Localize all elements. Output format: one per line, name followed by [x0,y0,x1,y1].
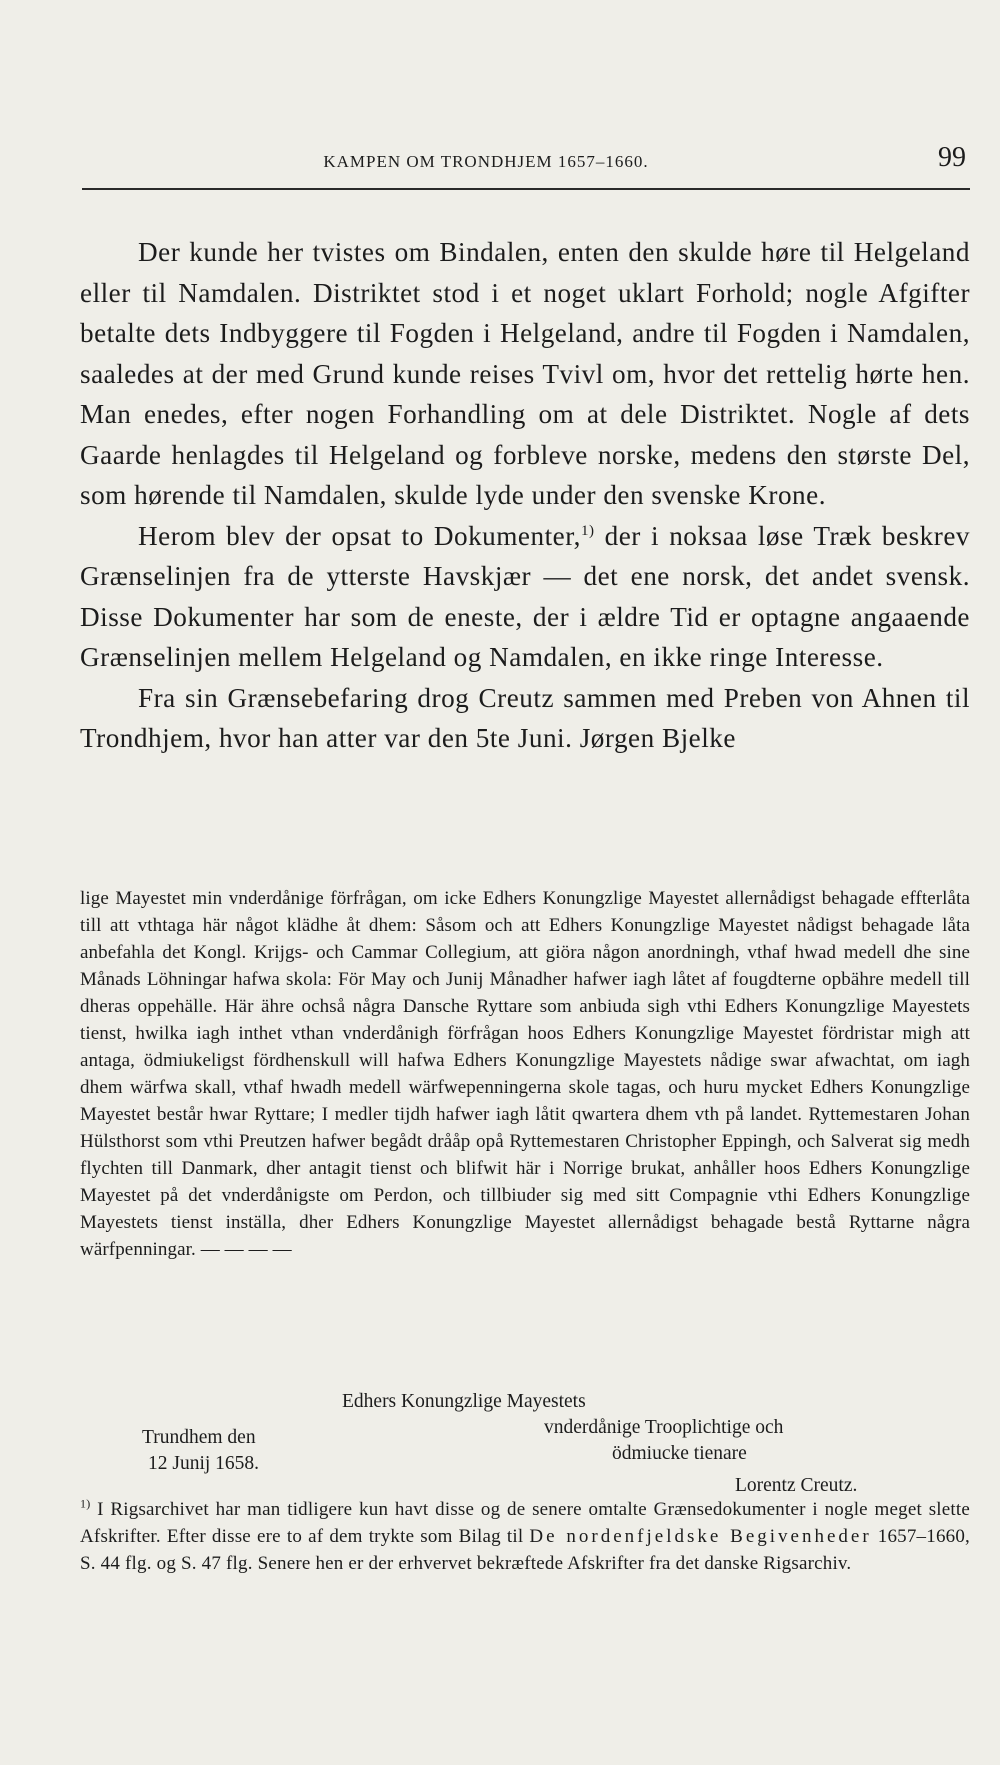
quoted-letter: lige Mayestet min vnderdånige förfrågan, om icke Edhers Konungzlige Mayestet allernådigst behagade effterlåta till att vthtaga här något klädhe åt dhem: Såsom och att Edhers Konungzlige Mayestet nådigst behagade låta anbefahla det Kongl. Krijgs- och Cammar Collegium, att giöra någon anordningh, vthaf hwad medell dhe sine Månads Löhningar hafwa skola: För May och Junij Månadher hafwer iagh låtet af fougdterne opbähre medell till dheras oppehälle. Här ähre ochså några Dansche Ryttare som anbiuda sigh vthi Edhers Konungzlige Mayestets tienst, hwilka iagh inthet vthan vnderdånigh förfrågan hoos Edhers Konungzlige Mayestet fördristar migh att antaga, ödmiukeligst fördhenskull will hafwa Edhers Konungzlige Mayestets nådige swar afwachtat, om iagh dhem wärfwa skall, vthaf hwadh medell wärfwepenningerna skole tagas, och huru mycket Edhers Konungzlige Mayestet består hwar Ryttare; I medler tijdh hafwer iagh låtit qwartera dhem vth på landet. Ryttemestaren Johan Hülsthorst som vthi Preutzen hafwer begådt drååp opå Ryttemestaren Christopher Eppingh, och Salverat sig medh flychten till Danmark, dher antagit tienst och blifwit här i Norrige brukat, anhåller hoos Edhers Konungzlige Mayestet på det vnderdånigste om Perdon, och tillbiuder sig med sitt Compagnie vthi Edhers Konungzlige Mayestets tienst inställa, dher Edhers Konungzlige Mayestet allernådigst behagade bestå Ryttarne några wärfpenningar. — — — — [80,888,970,1260]
letter-closing [80,1388,970,1496]
closing-line-3: ödmiucke tienare [612,1443,747,1464]
letter-date: 12 Junij 1658. [148,1453,260,1474]
footnote-reference: 1) [580,522,595,539]
paragraph-2-start: Herom blev der opsat to Dokumenter, [138,520,581,551]
footnote-text-start: I Rigsarchivet har man tidligere kun havt disse og de senere omtalte Grænsedokumenter i nogle meget slette Afskrifter. Efter disse ere to af dem trykte som Bilag til [80,1499,970,1547]
footnote-spaced-title: De nordenfjeldske Begivenheder [529,1526,872,1547]
main-text [80,232,970,759]
signature: Lorentz Creutz. [735,1475,858,1496]
footnote [80,1496,970,1577]
footnote-marker: 1) [80,1496,91,1511]
letter-place: Trundhem den [142,1427,256,1448]
paragraph-2 [80,516,970,678]
closing-line-1: Edhers Konungzlige Mayestets [342,1391,586,1412]
paragraph-3: Fra sin Grænsebefaring drog Creutz sammen med Preben von Ahnen til Trondhjem, hvor han atter var den 5te Juni. Jørgen Bjelke [80,682,970,753]
paragraph-2-rest: der i noksaa løse Træk beskrev Grænselinjen fra de ytterste Havskjær — det ene norsk, det andet svensk. Disse Dokumenter har som de eneste, der i ældre Tid er optagne angaaende Grænselinjen mellem Helgeland og Namdalen, en ikke ringe Interesse. [80,520,970,672]
running-title: KAMPEN OM TRONDHJEM 1657–1660. [323,152,649,171]
closing-line-2: vnderdånige Trooplichtige och [544,1417,784,1438]
footnote-text-end: 1657–1660, S. 44 flg. og S. 47 flg. Senere hen er der erhvervet bekræftede Afskrifter fra det danske Rigsarchiv. [80,1526,971,1574]
paragraph-1: Der kunde her tvistes om Bindalen, enten den skulde høre til Helgeland eller til Namdalen. Distriktet stod i et noget uklart Forhold; nogle Afgifter betalte dets Indbyggere til Fogden i Helgeland, andre til Fogden i Namdalen, saaledes at der med Grund kunde reises Tvivl om, hvor det rettelig hørte hen. Man enedes, efter nogen Forhandling om at dele Distriktet. Nogle af dets Gaarde henlagdes til Helgeland og forbleve norske, medens den største Del, som hørende til Namdalen, skulde lyde under den svenske Krone. [80,237,970,510]
page-number: 99 [938,142,966,173]
running-head [82,142,970,190]
